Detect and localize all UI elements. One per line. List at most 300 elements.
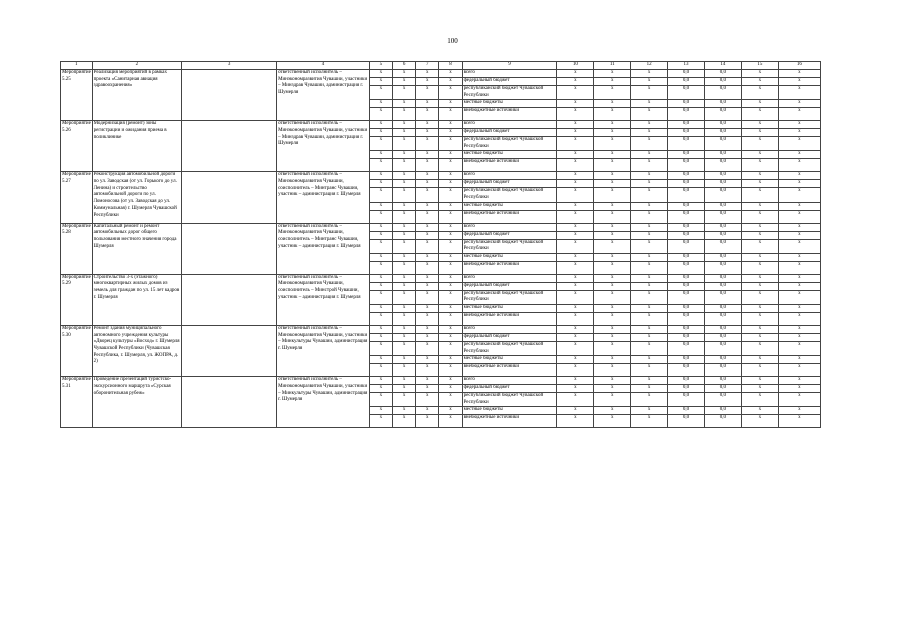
code-cell: x	[416, 210, 439, 223]
code-cell: x	[393, 137, 416, 151]
event-empty-cell	[182, 223, 277, 274]
value-cell: x	[557, 253, 594, 261]
code-cell: x	[416, 341, 439, 355]
header-cell: 10	[557, 62, 594, 70]
funding-source: всего	[462, 121, 557, 129]
code-cell: x	[369, 325, 392, 333]
code-cell: x	[416, 364, 439, 377]
code-cell: x	[416, 393, 439, 407]
code-cell: x	[393, 312, 416, 325]
program-table	[60, 61, 821, 428]
value-cell: x	[778, 223, 820, 231]
value-cell: x	[557, 121, 594, 129]
code-cell: x	[369, 210, 392, 223]
value-cell: x	[631, 377, 668, 385]
code-cell: x	[416, 121, 439, 129]
value-cell: x	[631, 312, 668, 325]
value-cell: 0,0	[704, 325, 741, 333]
value-cell: x	[741, 356, 778, 364]
value-cell: x	[778, 231, 820, 239]
value-cell: 0,0	[668, 274, 705, 282]
value-cell: 0,0	[668, 151, 705, 159]
funding-source: местные бюджеты	[462, 356, 557, 364]
value-cell: 0,0	[668, 100, 705, 108]
value-cell: x	[594, 290, 631, 304]
value-cell: x	[631, 188, 668, 202]
table-row	[61, 121, 821, 129]
value-cell: x	[631, 282, 668, 290]
value-cell: x	[741, 70, 778, 78]
value-cell: x	[557, 188, 594, 202]
code-cell: x	[393, 223, 416, 231]
code-cell: x	[393, 415, 416, 428]
code-cell: x	[393, 231, 416, 239]
code-cell: x	[369, 129, 392, 137]
value-cell: 0,0	[704, 385, 741, 393]
value-cell: x	[778, 78, 820, 86]
code-cell: x	[439, 180, 462, 188]
value-cell: x	[631, 239, 668, 253]
value-cell: x	[557, 356, 594, 364]
value-cell: 0,0	[704, 70, 741, 78]
value-cell: x	[778, 129, 820, 137]
value-cell: 0,0	[704, 210, 741, 223]
event-executor: ответственный исполнитель – Минэкономразвития Чувашии, участники – Минкультуры Чувашии, администрация г. Шумерля	[277, 325, 370, 376]
value-cell: x	[741, 393, 778, 407]
value-cell: x	[594, 393, 631, 407]
value-cell: x	[631, 108, 668, 121]
value-cell: 0,0	[704, 407, 741, 415]
value-cell: x	[594, 312, 631, 325]
value-cell: x	[631, 364, 668, 377]
value-cell: x	[631, 341, 668, 355]
code-cell: x	[439, 261, 462, 274]
header-cell: 1	[61, 62, 93, 70]
code-cell: x	[416, 188, 439, 202]
value-cell: 0,0	[704, 393, 741, 407]
funding-source: местные бюджеты	[462, 151, 557, 159]
code-cell: x	[393, 172, 416, 180]
funding-source: всего	[462, 223, 557, 231]
code-cell: x	[393, 282, 416, 290]
code-cell: x	[393, 385, 416, 393]
value-cell: 0,0	[668, 223, 705, 231]
value-cell: x	[594, 364, 631, 377]
code-cell: x	[416, 377, 439, 385]
value-cell: 0,0	[704, 223, 741, 231]
header-cell: 11	[594, 62, 631, 70]
value-cell: 0,0	[704, 86, 741, 100]
value-cell: x	[741, 100, 778, 108]
value-cell: x	[631, 137, 668, 151]
event-name: Реконструкция автомобильной дороги по ул. Заводская (от ул. Горького до ул. Ленина) и строительство автомобильной дороги по ул. Ломоносова (от ул. Заводская до ул. Коммунальная) г. Шумерля Чувашской Республики	[92, 172, 182, 223]
code-cell: x	[369, 333, 392, 341]
value-cell: x	[631, 231, 668, 239]
value-cell: x	[778, 385, 820, 393]
value-cell: x	[741, 108, 778, 121]
value-cell: 0,0	[704, 341, 741, 355]
value-cell: x	[631, 202, 668, 210]
value-cell: x	[778, 312, 820, 325]
value-cell: x	[741, 261, 778, 274]
value-cell: x	[778, 137, 820, 151]
code-cell: x	[393, 377, 416, 385]
value-cell: 0,0	[668, 202, 705, 210]
value-cell: x	[594, 70, 631, 78]
value-cell: x	[594, 137, 631, 151]
code-cell: x	[393, 364, 416, 377]
code-cell: x	[439, 290, 462, 304]
value-cell: 0,0	[668, 290, 705, 304]
value-cell: x	[594, 151, 631, 159]
code-cell: x	[369, 356, 392, 364]
value-cell: x	[778, 188, 820, 202]
code-cell: x	[369, 385, 392, 393]
value-cell: x	[557, 172, 594, 180]
value-cell: x	[557, 151, 594, 159]
code-cell: x	[393, 253, 416, 261]
code-cell: x	[393, 290, 416, 304]
value-cell: 0,0	[668, 304, 705, 312]
funding-source: республиканский бюджет Чувашской Республики	[462, 341, 557, 355]
code-cell: x	[393, 333, 416, 341]
table-row	[61, 377, 821, 385]
event-number: Мероприятие 5.27	[61, 172, 93, 223]
value-cell: 0,0	[704, 202, 741, 210]
value-cell: x	[778, 325, 820, 333]
value-cell: 0,0	[704, 108, 741, 121]
code-cell: x	[416, 282, 439, 290]
funding-source: федеральный бюджет	[462, 333, 557, 341]
header-cell: 13	[668, 62, 705, 70]
value-cell: x	[741, 304, 778, 312]
value-cell: x	[741, 377, 778, 385]
header-row	[61, 62, 821, 70]
code-cell: x	[393, 180, 416, 188]
value-cell: 0,0	[704, 415, 741, 428]
value-cell: x	[741, 364, 778, 377]
code-cell: x	[439, 121, 462, 129]
code-cell: x	[416, 325, 439, 333]
funding-source: федеральный бюджет	[462, 231, 557, 239]
header-cell: 4	[277, 62, 370, 70]
value-cell: 0,0	[668, 325, 705, 333]
funding-source: федеральный бюджет	[462, 129, 557, 137]
code-cell: x	[439, 151, 462, 159]
value-cell: x	[594, 108, 631, 121]
event-empty-cell	[182, 172, 277, 223]
value-cell: x	[594, 231, 631, 239]
value-cell: 0,0	[704, 282, 741, 290]
value-cell: x	[778, 108, 820, 121]
code-cell: x	[369, 172, 392, 180]
code-cell: x	[439, 333, 462, 341]
funding-source: всего	[462, 377, 557, 385]
code-cell: x	[416, 239, 439, 253]
code-cell: x	[416, 290, 439, 304]
value-cell: 0,0	[668, 86, 705, 100]
value-cell: x	[741, 385, 778, 393]
funding-source: внебюджетные источники	[462, 415, 557, 428]
value-cell: 0,0	[704, 312, 741, 325]
funding-source: внебюджетные источники	[462, 210, 557, 223]
value-cell: 0,0	[668, 282, 705, 290]
header-cell: 2	[92, 62, 182, 70]
code-cell: x	[393, 86, 416, 100]
value-cell: x	[631, 78, 668, 86]
value-cell: x	[594, 274, 631, 282]
header-cell: 12	[631, 62, 668, 70]
value-cell: x	[557, 325, 594, 333]
code-cell: x	[393, 341, 416, 355]
value-cell: 0,0	[668, 129, 705, 137]
value-cell: 0,0	[668, 261, 705, 274]
value-cell: x	[594, 377, 631, 385]
code-cell: x	[369, 78, 392, 86]
code-cell: x	[369, 202, 392, 210]
value-cell: x	[741, 188, 778, 202]
event-name: Строительство 3-х (этажного) многоквартирных жилых домов из земель для граждан по ул. 15 лет кадров г. Шумерля	[92, 274, 182, 325]
value-cell: x	[741, 231, 778, 239]
value-cell: x	[741, 121, 778, 129]
code-cell: x	[416, 274, 439, 282]
code-cell: x	[369, 121, 392, 129]
value-cell: 0,0	[668, 210, 705, 223]
value-cell: 0,0	[704, 151, 741, 159]
value-cell: x	[741, 86, 778, 100]
event-empty-cell	[182, 325, 277, 376]
value-cell: 0,0	[704, 159, 741, 172]
header-cell: 6	[393, 62, 416, 70]
value-cell: x	[741, 129, 778, 137]
value-cell: 0,0	[668, 312, 705, 325]
value-cell: x	[631, 151, 668, 159]
value-cell: x	[631, 159, 668, 172]
header-cell: 16	[778, 62, 820, 70]
value-cell: x	[557, 202, 594, 210]
value-cell: x	[778, 356, 820, 364]
value-cell: x	[631, 210, 668, 223]
value-cell: 0,0	[704, 137, 741, 151]
funding-source: всего	[462, 274, 557, 282]
code-cell: x	[393, 121, 416, 129]
code-cell: x	[416, 86, 439, 100]
value-cell: 0,0	[704, 304, 741, 312]
value-cell: x	[778, 261, 820, 274]
value-cell: x	[778, 180, 820, 188]
code-cell: x	[369, 188, 392, 202]
value-cell: x	[557, 274, 594, 282]
code-cell: x	[369, 261, 392, 274]
value-cell: x	[631, 333, 668, 341]
value-cell: 0,0	[668, 172, 705, 180]
code-cell: x	[369, 341, 392, 355]
header-cell: 3	[182, 62, 277, 70]
code-cell: x	[439, 364, 462, 377]
event-executor: ответственный исполнитель – Минэкономразвития Чувашии, участники – Минкультуры Чувашии, администрация г. Шумерля	[277, 377, 370, 428]
code-cell: x	[439, 210, 462, 223]
value-cell: x	[557, 312, 594, 325]
event-number: Мероприятие 5.29	[61, 274, 93, 325]
code-cell: x	[439, 137, 462, 151]
event-number: Мероприятие 5.28	[61, 223, 93, 274]
code-cell: x	[416, 151, 439, 159]
code-cell: x	[393, 239, 416, 253]
value-cell: x	[594, 172, 631, 180]
code-cell: x	[369, 86, 392, 100]
value-cell: x	[594, 180, 631, 188]
funding-source: республиканский бюджет Чувашской Республики	[462, 239, 557, 253]
funding-source: федеральный бюджет	[462, 180, 557, 188]
value-cell: 0,0	[668, 393, 705, 407]
value-cell: x	[594, 100, 631, 108]
funding-source: внебюджетные источники	[462, 261, 557, 274]
value-cell: x	[594, 304, 631, 312]
value-cell: 0,0	[668, 356, 705, 364]
event-name: Капитальный ремонт и ремонт автомобильных дорог общего пользования местного значения города Шумерля	[92, 223, 182, 274]
value-cell: x	[557, 341, 594, 355]
value-cell: x	[557, 393, 594, 407]
code-cell: x	[393, 188, 416, 202]
value-cell: x	[778, 210, 820, 223]
value-cell: x	[631, 223, 668, 231]
code-cell: x	[439, 78, 462, 86]
value-cell: x	[631, 172, 668, 180]
value-cell: x	[741, 333, 778, 341]
code-cell: x	[439, 304, 462, 312]
value-cell: x	[631, 253, 668, 261]
code-cell: x	[393, 304, 416, 312]
value-cell: x	[557, 100, 594, 108]
event-name: Реализация мероприятий в рамках проекта «Санитарная авиация здравоохранения»	[92, 70, 182, 121]
value-cell: x	[557, 364, 594, 377]
code-cell: x	[369, 70, 392, 78]
code-cell: x	[439, 108, 462, 121]
value-cell: 0,0	[668, 70, 705, 78]
code-cell: x	[439, 202, 462, 210]
value-cell: x	[557, 261, 594, 274]
code-cell: x	[416, 333, 439, 341]
code-cell: x	[393, 70, 416, 78]
value-cell: x	[631, 129, 668, 137]
value-cell: x	[778, 86, 820, 100]
funding-source: внебюджетные источники	[462, 364, 557, 377]
funding-source: федеральный бюджет	[462, 78, 557, 86]
value-cell: 0,0	[668, 231, 705, 239]
value-cell: x	[741, 325, 778, 333]
value-cell: x	[631, 86, 668, 100]
value-cell: x	[557, 159, 594, 172]
header-cell: 8	[439, 62, 462, 70]
value-cell: x	[594, 223, 631, 231]
value-cell: x	[741, 223, 778, 231]
code-cell: x	[439, 377, 462, 385]
code-cell: x	[439, 282, 462, 290]
funding-source: республиканский бюджет Чувашской Республики	[462, 290, 557, 304]
code-cell: x	[416, 137, 439, 151]
value-cell: x	[741, 159, 778, 172]
event-executor: ответственный исполнитель – Минэкономразвития Чувашии, участники – Минздрав Чувашии, администрация г. Шумерля	[277, 121, 370, 172]
value-cell: 0,0	[704, 180, 741, 188]
code-cell: x	[416, 304, 439, 312]
code-cell: x	[369, 151, 392, 159]
value-cell: 0,0	[668, 385, 705, 393]
value-cell: x	[631, 407, 668, 415]
value-cell: x	[631, 356, 668, 364]
event-name: Модернизация (ремонт) зоны регистрации и ожидания приема в поликлинике	[92, 121, 182, 172]
code-cell: x	[393, 261, 416, 274]
value-cell: 0,0	[704, 377, 741, 385]
code-cell: x	[369, 290, 392, 304]
value-cell: x	[778, 253, 820, 261]
code-cell: x	[416, 100, 439, 108]
table-row	[61, 223, 821, 231]
value-cell: 0,0	[704, 333, 741, 341]
table-row	[61, 172, 821, 180]
event-executor: ответственный исполнитель – Минэкономразвития Чувашии, участники – Минздрав Чувашии, администрация г. Шумерля	[277, 70, 370, 121]
value-cell: 0,0	[668, 188, 705, 202]
value-cell: x	[594, 86, 631, 100]
value-cell: x	[557, 78, 594, 86]
value-cell: x	[778, 159, 820, 172]
value-cell: x	[594, 261, 631, 274]
code-cell: x	[369, 415, 392, 428]
value-cell: x	[741, 137, 778, 151]
value-cell: x	[741, 210, 778, 223]
value-cell: x	[631, 415, 668, 428]
value-cell: 0,0	[704, 261, 741, 274]
value-cell: x	[741, 151, 778, 159]
value-cell: x	[778, 202, 820, 210]
value-cell: 0,0	[704, 239, 741, 253]
code-cell: x	[439, 415, 462, 428]
code-cell: x	[393, 356, 416, 364]
value-cell: x	[557, 108, 594, 121]
value-cell: x	[557, 333, 594, 341]
value-cell: x	[631, 180, 668, 188]
code-cell: x	[416, 202, 439, 210]
code-cell: x	[369, 393, 392, 407]
value-cell: x	[594, 385, 631, 393]
code-cell: x	[439, 393, 462, 407]
value-cell: x	[778, 151, 820, 159]
code-cell: x	[369, 312, 392, 325]
value-cell: x	[594, 325, 631, 333]
funding-source: внебюджетные источники	[462, 159, 557, 172]
funding-source: федеральный бюджет	[462, 282, 557, 290]
value-cell: x	[594, 78, 631, 86]
value-cell: x	[594, 210, 631, 223]
header-cell: 9	[462, 62, 557, 70]
code-cell: x	[439, 407, 462, 415]
code-cell: x	[393, 159, 416, 172]
code-cell: x	[439, 385, 462, 393]
code-cell: x	[393, 407, 416, 415]
value-cell: x	[594, 159, 631, 172]
event-executor: ответственный исполнитель – Минэкономразвития Чувашии, соисполнитель – Минтранс Чувашии, участник – администрация г. Шумерля	[277, 223, 370, 274]
value-cell: x	[557, 377, 594, 385]
code-cell: x	[439, 312, 462, 325]
value-cell: x	[594, 188, 631, 202]
value-cell: x	[778, 70, 820, 78]
value-cell: 0,0	[704, 231, 741, 239]
table-row	[61, 325, 821, 333]
funding-source: всего	[462, 172, 557, 180]
code-cell: x	[369, 407, 392, 415]
code-cell: x	[369, 137, 392, 151]
code-cell: x	[416, 78, 439, 86]
value-cell: x	[741, 312, 778, 325]
